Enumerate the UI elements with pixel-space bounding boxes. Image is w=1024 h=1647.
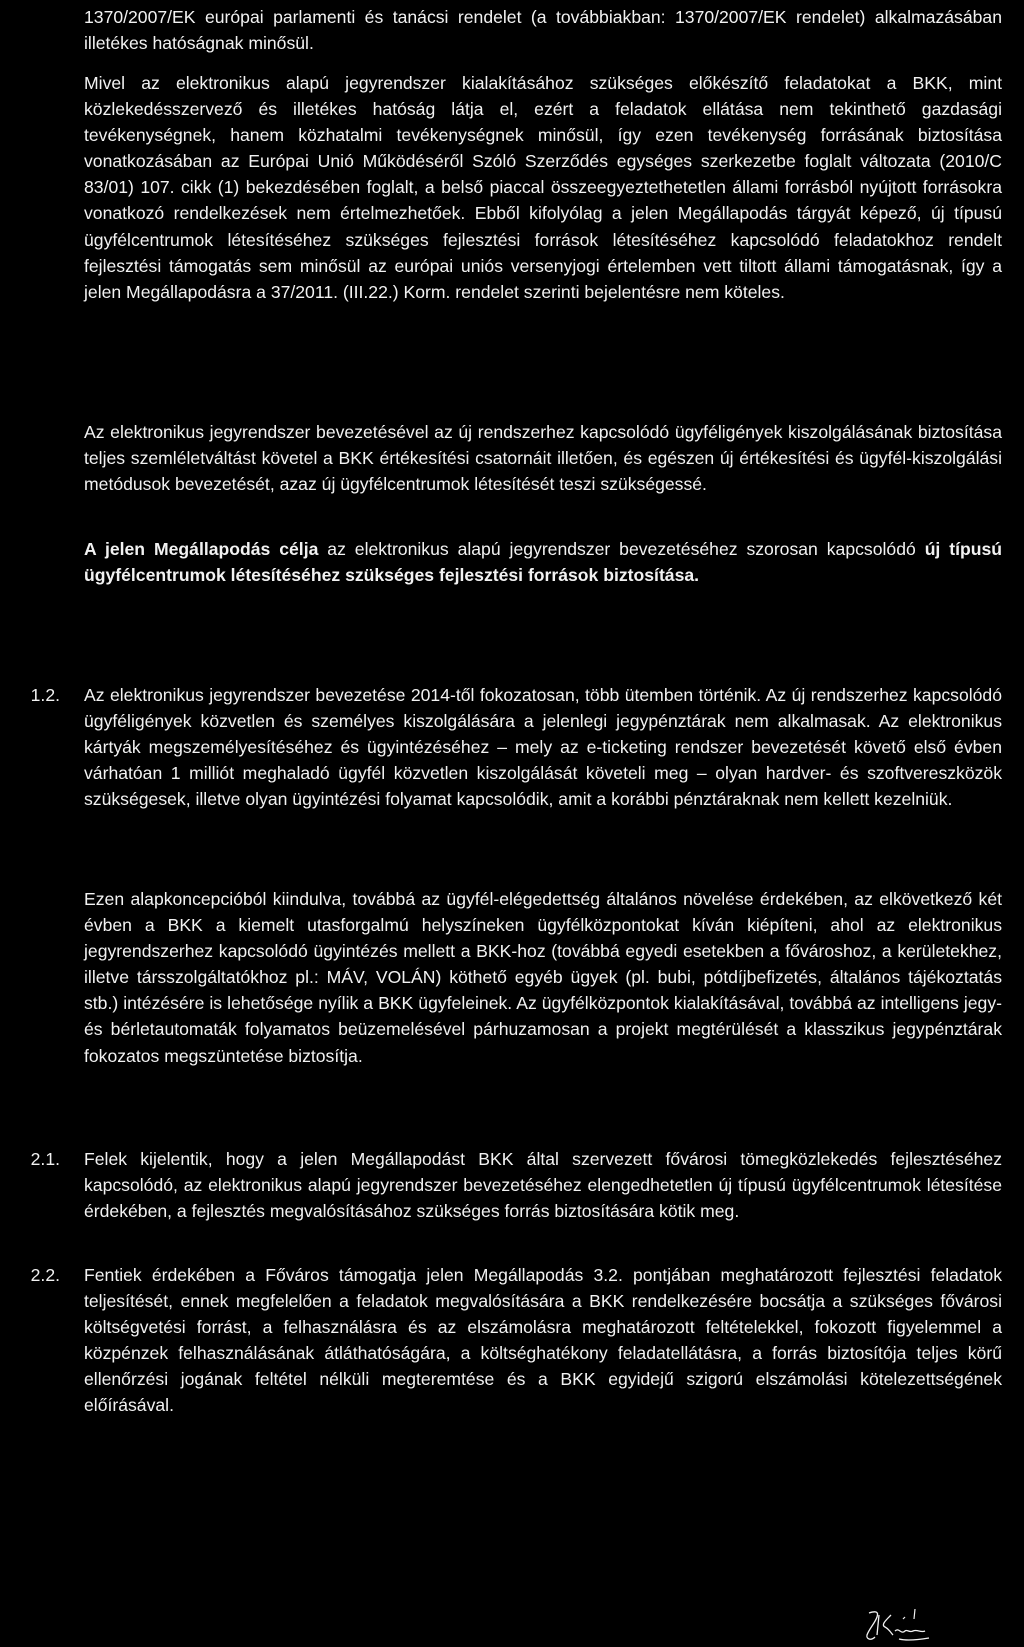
section-1-2-text: Az elektronikus jegyrendszer bevezetése 2014-től fokozatosan, több ütemben történik. Az új rendszerhez kapcsolódó ügyféligények közvetlen és személyes kiszolgálására a jelenlegi jegypénztárak nem alkalmasak. Az elektronikus kártyák megszemélyesítéséhez és ügyintézéséhez – mely az e-ticketing rendszer bevezetését követő első évben várhatóan 1 milliót meghaladó ügyfél közvetlen kiszolgálását követeli meg – olyan hardver- és szoftvereszközök szükségesek, illetve olyan ügyintézési folyamat kapcsolódik, amit a korábbi pénztáraknak nem kellett kezelniük. (84, 685, 1002, 810)
section-1-2-paragraph-2: Ezen alapkoncepcióból kiindulva, továbbá az ügyfél-elégedettség általános növelése érdekében, az elkövetkező két évben a BKK a kiemelt utasforgalmú helyszíneken ügyfélközpontokat kíván kiépíteni, ahol az elektronikus jegyrendszerhez kapcsolódó ügyintézés mellett a BKK-hoz (továbbá egyedi esetekben a fővároshoz, a kerületekhez, illetve társszolgáltatókhoz pl.: MÁV, VOLÁN) köthető egyéb ügyek (pl. bubi, pótdíjbefizetés, általános tájékoztatás stb.) intézésére is lehetősége nyílik a BKK ügyfeleinek. Az ügyfélközpontok kialakításával, továbbá az intelligens jegy- és bérletautomaták folyamatos beüzemelésével párhuzamosan a projekt megtérülését a klasszikus jegypénztárak fokozatos megszüntetése biztosítja. (84, 889, 1002, 1066)
purpose-tail: új típusú ügyfélcentrumok létesítéséhez szükséges fejlesztési források biztosítása. (84, 539, 1003, 586)
paragraph-intro: 1370/2007/EK európai parlamenti és tanácsi rendelet (a továbbiakban: 1370/2007/EK rendelet) alkalmazásában illetékes hatóságnak minősül. (84, 7, 1002, 54)
purpose-lead: A jelen Megállapodás célja (84, 539, 319, 559)
section-number-1-2: 1.2. (30, 685, 60, 705)
paragraph-purpose (84, 536, 1002, 588)
handwritten-initials-icon (855, 1605, 935, 1645)
paragraph-paradigm-shift: Az elektronikus jegyrendszer bevezetésével az új rendszerhez kapcsolódó ügyféligények kiszolgálásának biztosítása teljes szemléletváltást követel a BKK értékesítési csatornáit illetően, és egészen új értékesítési és ügyfél-kiszolgálási metódusok bevezetését, azaz új ügyfélcentrumok létesítését teszi szükségessé. (84, 422, 1002, 495)
section-2-1-text: Felek kijelentik, hogy a jelen Megállapodást BKK által szervezett fővárosi tömegközlekedés fejlesztéséhez kapcsolódó, az elektronikus alapú jegyrendszer bevezetéséhez elengedhetetlen új típusú ügyfélcentrumok létesítése érdekében, a fejlesztés megvalósításához szükséges forrás biztosítására kötik meg. (84, 1149, 1002, 1222)
section-2-2-text: Fentiek érdekében a Főváros támogatja jelen Megállapodás 3.2. pontjában meghatározott fejlesztési feladatok teljesítését, ennek megfelelően a feladatok megvalósítására a BKK rendelkezésére bocsátja a szükséges fővárosi költségvetési forrást, a felhasználásra és az elszámolásra meghatározott feltételekkel, fokozott figyelemmel a közpénzek felhasználásának átláthatóságára, a költséghatékony feladatellátásra, a forrás biztosítója teljes körű ellenőrzési jogának feltétel nélküli megteremtése és a BKK egyidejű szigorú elszámolási kötelezettségének előírásával. (84, 1265, 1002, 1416)
purpose-middle: az elektronikus alapú jegyrendszer bevezetéséhez szorosan kapcsolódó (318, 539, 925, 559)
paragraph-state-aid: Mivel az elektronikus alapú jegyrendszer kialakításához szükséges előkészítő feladatokat a BKK, mint közlekedésszervező és illetékes hatóság látja el, ezért a feladatok ellátása nem tekinthető gazdasági tevékenységnek, hanem közhatalmi tevékenységnek minősül, így ezen tevékenység forrásának biztosítása vonatkozásában az Európai Unió Működéséről Szóló Szerződés egységes szerkezetbe foglalt változata (2010/C 83/01) 107. cikk (1) bekezdésében foglalt, a belső piaccal összeegyeztethetetlen állami forrásból nyújtott forrásokra vonatkozó rendelkezések nem értelmezhetőek. Ebből kifolyólag a jelen Megállapodás tárgyát képező, új típusú ügyfélcentrumok létesítéséhez szükséges fejlesztési források létesítéséhez kapcsolódó feladatokhoz rendelt fejlesztési támogatás sem minősül az európai uniós versenyjogi értelemben vett tiltott állami támogatásnak, így a jelen Megállapodásra a 37/2011. (III.22.) Korm. rendelet szerinti bejelentésre nem köteles. (84, 73, 1002, 302)
section-number-2-1: 2.1. (30, 1149, 60, 1169)
section-number-2-2: 2.2. (30, 1265, 60, 1285)
